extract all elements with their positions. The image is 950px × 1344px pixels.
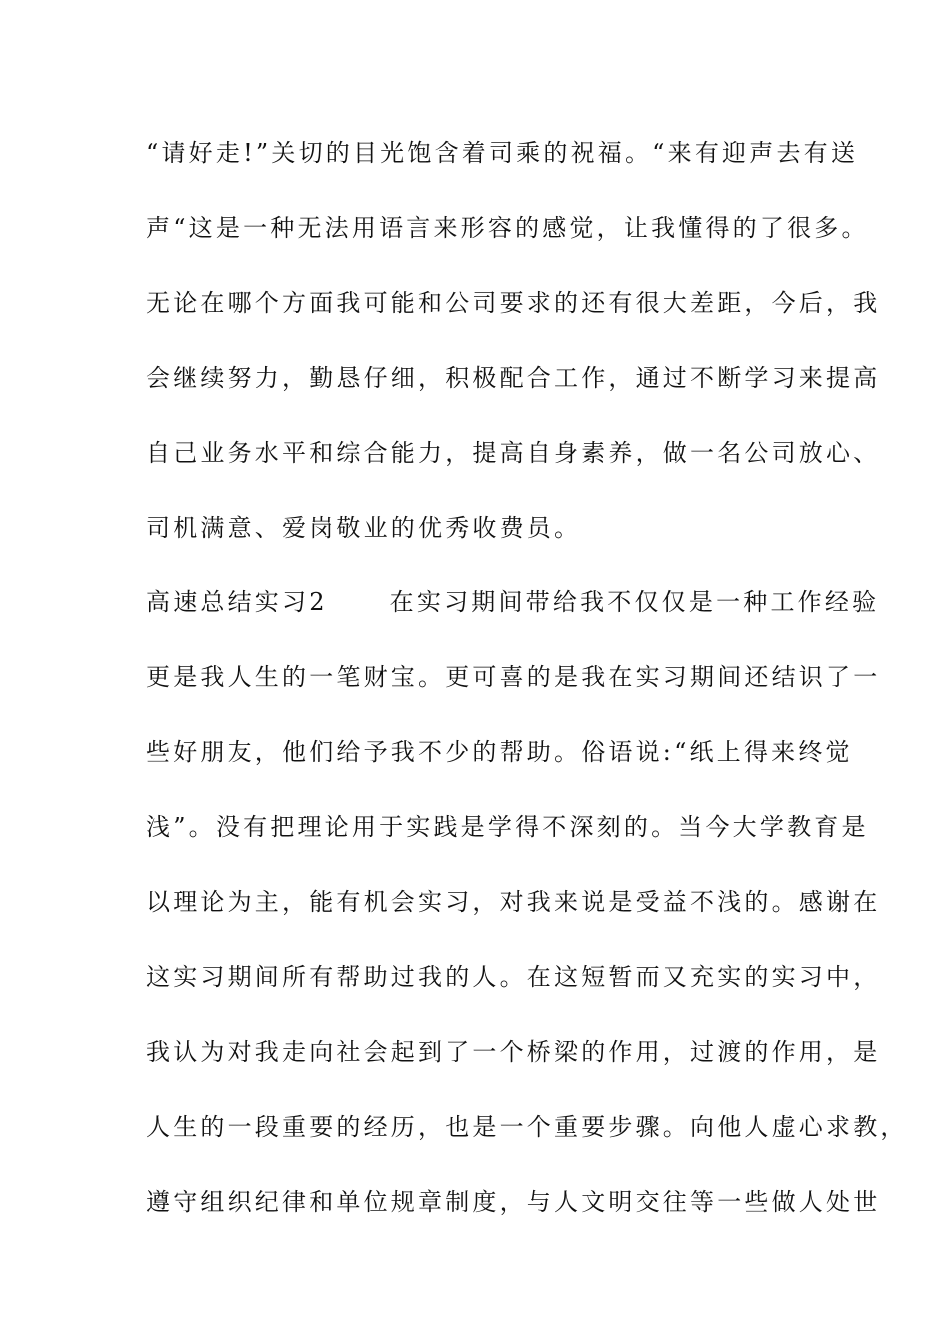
text-line: 浅”。没有把理论用于实践是学得不深刻的。当今大学教育是 — [146, 813, 869, 841]
section-first-line: 在实习期间带给我不仅仅是一种工作经验 — [389, 588, 880, 616]
text-line: 司机满意、爱岗敬业的优秀收费员。 — [146, 514, 582, 542]
text-line: 这实习期间所有帮助过我的人。在这短暂而又充实的实习中， — [146, 963, 881, 991]
text-line: 遵守组织纪律和单位规章制度，与人文明交往等一些做人处世 — [146, 1188, 881, 1216]
text-line: 人生的一段重要的经历，也是一个重要步骤。向他人虚心求教， — [146, 1113, 908, 1141]
text-line: 我认为对我走向社会起到了一个桥梁的作用，过渡的作用，是 — [146, 1038, 881, 1066]
text-line: “请好走!”关切的目光饱含着司乘的祝福。“来有迎声去有送 — [146, 139, 859, 167]
text-line: 更是我人生的一笔财宝。更可喜的是我在实习期间还结识了一 — [146, 663, 881, 691]
section-heading-line — [146, 585, 880, 619]
text-line: 无论在哪个方面我可能和公司要求的还有很大差距，今后，我 — [146, 289, 881, 317]
text-line: 声“这是一种无法用语言来形容的感觉，让我懂得的了很多。 — [146, 214, 869, 242]
text-line: 自己业务水平和综合能力，提高自身素养，做一名公司放心、 — [146, 439, 881, 467]
text-line: 些好朋友，他们给予我不少的帮助。俗语说:“纸上得来终觉 — [146, 738, 853, 766]
text-line: 以理论为主，能有机会实习，对我来说是受益不浅的。感谢在 — [146, 888, 881, 916]
section-heading: 高速总结实习2 — [146, 588, 328, 616]
text-line: 会继续努力，勤恳仔细，积极配合工作，通过不断学习来提高 — [146, 364, 881, 392]
